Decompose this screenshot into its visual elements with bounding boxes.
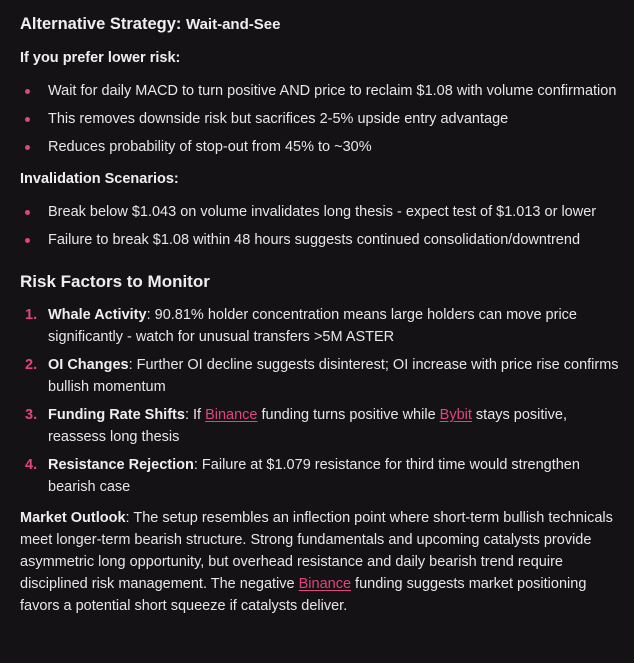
risk-item-oi xyxy=(20,354,620,398)
strategy-bullet-3: Reduces probability of stop-out from 45% to ~30% xyxy=(20,136,620,158)
strategy-title: Alternative Strategy: xyxy=(20,15,182,33)
risk-item-resistance xyxy=(20,454,620,498)
strategy-bullet-1: Wait for daily MACD to turn positive AND price to reclaim $1.08 with volume confirmation xyxy=(20,80,620,102)
invalidation-bullet-2: Failure to break $1.08 within 48 hours suggests continued consolidation/downtrend xyxy=(20,229,620,251)
binance-link[interactable]: Binance xyxy=(298,576,352,592)
binance-link[interactable]: Binance xyxy=(205,407,258,423)
market-outlook xyxy=(20,507,620,617)
risk-item-whale xyxy=(20,304,620,348)
risk-text: stays positive, reassess long thesis xyxy=(48,407,567,445)
risk-heading: Risk Factors to Monitor xyxy=(20,272,210,291)
strategy-bullet-list xyxy=(20,80,620,158)
risk-term: OI Changes xyxy=(48,357,129,373)
strategy-bullet-2: This removes downside risk but sacrifices 2-5% upside entry advantage xyxy=(20,108,620,130)
list-number: 1. xyxy=(25,307,38,323)
strategy-heading xyxy=(20,12,620,37)
invalidation-label: Invalidation Scenarios: xyxy=(20,171,179,187)
risk-text: : Failure at $1.079 resistance for third time would strengthen bearish case xyxy=(48,457,580,495)
outlook-text: : The setup resembles an inflection point where short-term bullish technicals meet longer-term bearish structure. Strong fundamentals and upcoming catalysts provide asymmetric long opportunity, but overhead resistance and daily bearish trend require disciplined risk management. The negative xyxy=(20,510,613,592)
risk-text: : Further OI decline suggests disinterest; OI increase with price rise confirms bullish momentum xyxy=(48,357,619,395)
bybit-link[interactable]: Bybit xyxy=(439,407,472,423)
invalidation-bullet-1: Break below $1.043 on volume invalidates long thesis - expect test of $1.013 or lower xyxy=(20,201,620,223)
risk-term: Resistance Rejection xyxy=(48,457,194,473)
strategy-title-suffix: Wait-and-See xyxy=(185,16,281,33)
risk-term: Whale Activity xyxy=(48,307,147,323)
risk-text: : 90.81% holder concentration means large holders can move price significantly - watch for unusual transfers >5M ASTER xyxy=(48,307,577,345)
list-number: 2. xyxy=(25,357,38,373)
lower-risk-label: If you prefer lower risk: xyxy=(20,50,181,66)
risk-text: : If xyxy=(184,407,206,423)
list-number: 3. xyxy=(25,407,38,423)
risk-term: Funding Rate Shifts xyxy=(48,407,185,423)
list-number: 4. xyxy=(25,457,38,473)
risk-factor-list xyxy=(20,304,620,498)
outlook-text: funding suggests market positioning favors a potential short squeeze if catalysts deliver. xyxy=(20,576,587,614)
risk-item-funding xyxy=(20,404,620,448)
outlook-label: Market Outlook xyxy=(20,510,126,526)
risk-text: funding turns positive while xyxy=(257,407,440,423)
invalidation-bullet-list xyxy=(20,201,620,251)
